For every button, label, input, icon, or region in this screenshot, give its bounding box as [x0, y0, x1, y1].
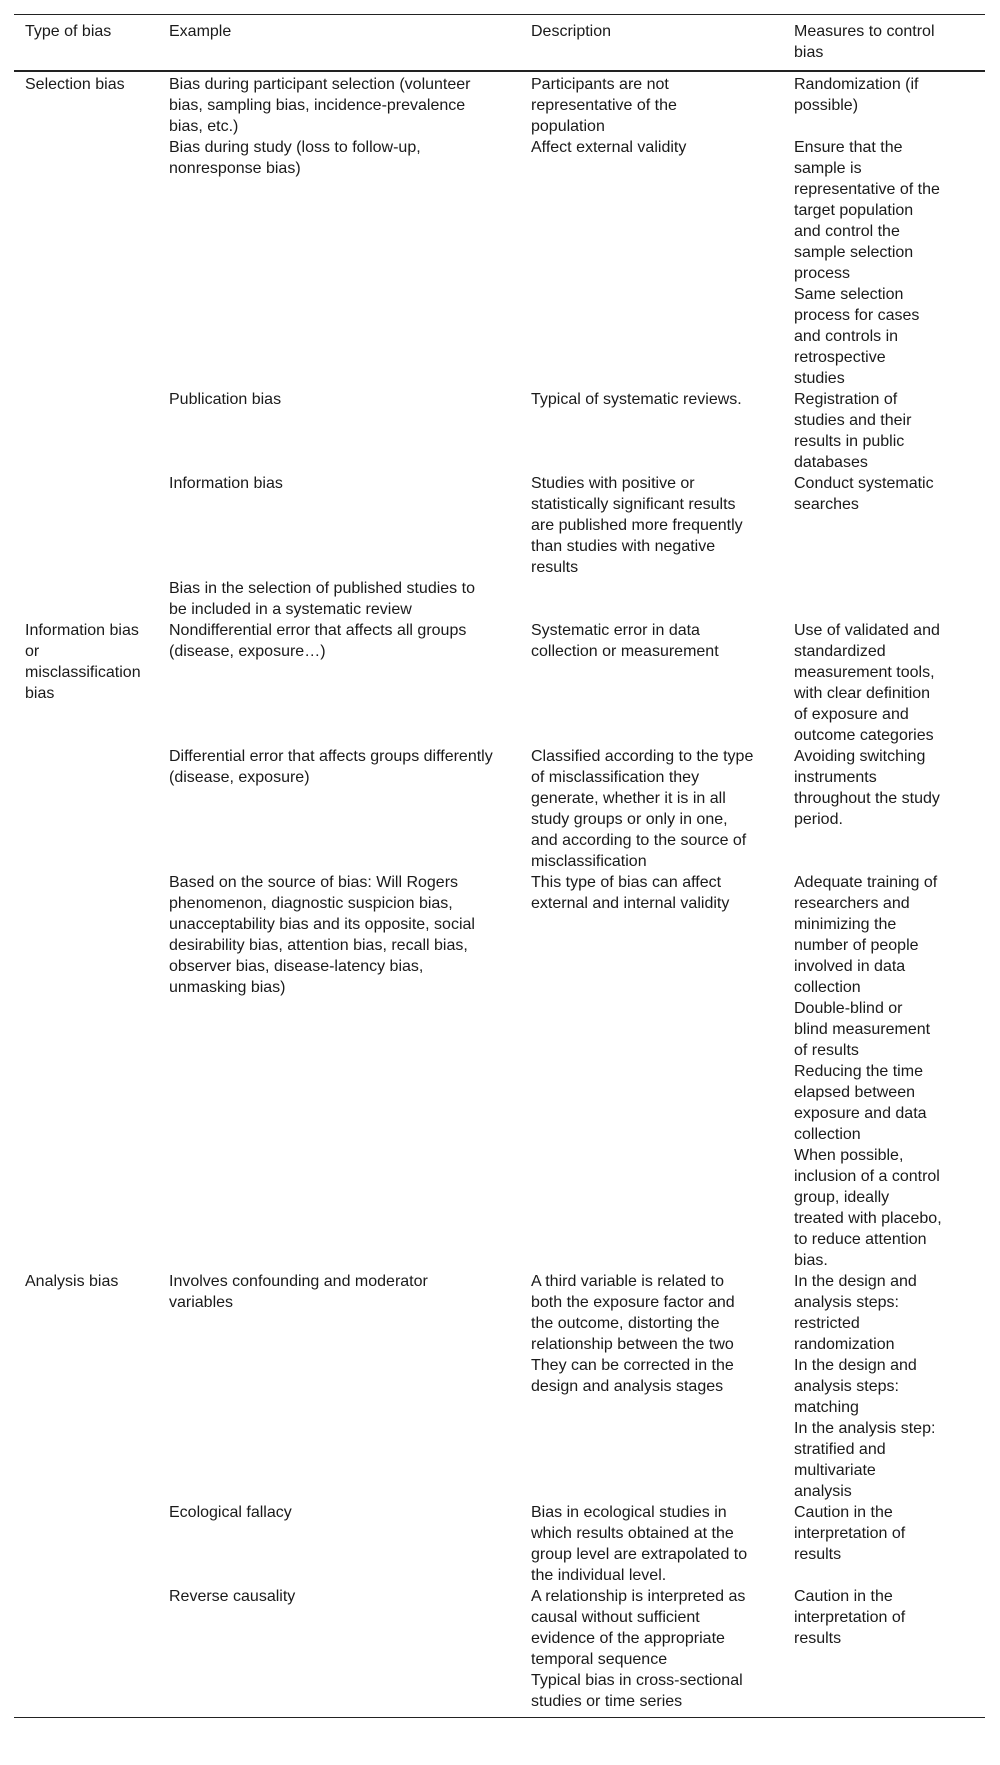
cell-measures — [794, 1061, 985, 1145]
cell-description — [531, 1586, 794, 1670]
table-row — [14, 1670, 985, 1712]
cell-description — [531, 1670, 794, 1712]
cell-measures-text: Double-blind or blind measurement of results — [794, 1000, 931, 1059]
cell-description-text: Affect external validity — [531, 139, 687, 156]
cell-measures-text: Avoiding switching instruments throughout the study period. — [794, 748, 940, 828]
header-measures: Measures to control bias — [794, 23, 935, 61]
cell-type-of-bias-text: Information bias or misclassification bias — [25, 622, 141, 702]
bias-table — [14, 14, 985, 1718]
cell-measures — [794, 746, 985, 830]
cell-description-text: Systematic error in data collection or measurement — [531, 622, 719, 660]
cell-example-text: Involves confounding and moderator variables — [169, 1273, 428, 1311]
cell-description — [531, 1271, 794, 1355]
cell-example-text: Information bias — [169, 475, 283, 492]
cell-description-text: A relationship is interpreted as causal without sufficient evidence of the appropriate temporal sequence — [531, 1588, 746, 1668]
table-row — [14, 284, 985, 389]
table-row — [14, 473, 985, 578]
cell-description — [531, 137, 794, 158]
table-bottom-rule — [14, 1717, 985, 1718]
table-row — [14, 1145, 985, 1271]
table-row — [14, 1586, 985, 1670]
cell-example — [169, 620, 531, 662]
cell-measures-text: Same selection process for cases and controls in retrospective studies — [794, 286, 920, 387]
cell-measures-text: Use of validated and standardized measurement tools, with clear definition of exposure and outcome categories — [794, 622, 940, 744]
cell-example-text: Bias in the selection of published studies to be included in a systematic review — [169, 580, 475, 618]
table-row — [14, 1061, 985, 1145]
cell-measures — [794, 620, 985, 746]
cell-example-text: Bias during study (loss to follow-up, nonresponse bias) — [169, 139, 421, 177]
cell-description-text: Bias in ecological studies in which results obtained at the group level are extrapolated to the individual level. — [531, 1504, 748, 1584]
cell-description-text: Typical of systematic reviews. — [531, 391, 742, 408]
cell-description — [531, 1355, 794, 1397]
table-row — [14, 389, 985, 473]
cell-type-of-bias — [14, 74, 169, 95]
cell-example — [169, 1271, 531, 1313]
cell-measures-text: Caution in the interpretation of results — [794, 1504, 906, 1563]
cell-measures — [794, 137, 985, 284]
cell-measures — [794, 473, 985, 515]
cell-description — [531, 473, 794, 578]
cell-example — [169, 578, 531, 620]
cell-type-of-bias-text: Selection bias — [25, 76, 125, 93]
cell-example-text: Reverse causality — [169, 1588, 296, 1605]
table-row — [14, 620, 985, 746]
table-body — [14, 72, 985, 1717]
table-row — [14, 1355, 985, 1418]
table-row — [14, 578, 985, 620]
table-row — [14, 137, 985, 284]
cell-example — [169, 746, 531, 788]
cell-description — [531, 872, 794, 914]
cell-measures-text: When possible, inclusion of a control group, ideally treated with placebo, to reduce attention bias. — [794, 1147, 942, 1269]
cell-description-text: Typical bias in cross-sectional studies or time series — [531, 1672, 743, 1710]
cell-measures-text: Reducing the time elapsed between exposure and data collection — [794, 1063, 927, 1143]
header-description: Description — [531, 23, 612, 40]
cell-measures-text: Caution in the interpretation of results — [794, 1588, 906, 1647]
cell-type-of-bias — [14, 620, 169, 704]
cell-example — [169, 1586, 531, 1607]
cell-measures-text: Ensure that the sample is representative of the target population and control the sample selection process — [794, 139, 940, 282]
header-type-of-bias: Type of bias — [25, 23, 112, 40]
cell-measures — [794, 1271, 985, 1355]
cell-type-of-bias-text: Analysis bias — [25, 1273, 119, 1290]
table-row — [14, 872, 985, 998]
cell-measures — [794, 389, 985, 473]
cell-type-of-bias — [14, 1271, 169, 1292]
cell-description-text: A third variable is related to both the exposure factor and the outcome, distorting the relationship between the two — [531, 1273, 735, 1353]
cell-description — [531, 1502, 794, 1586]
cell-description — [531, 746, 794, 872]
cell-example-text: Ecological fallacy — [169, 1504, 292, 1521]
table-row — [14, 74, 985, 137]
cell-description — [531, 389, 794, 410]
cell-example — [169, 1502, 531, 1523]
table-row — [14, 1418, 985, 1502]
cell-description-text: Studies with positive or statistically significant results are published more frequently than studies with negative results — [531, 475, 743, 576]
cell-measures — [794, 284, 985, 389]
cell-measures-text: Conduct systematic searches — [794, 475, 934, 513]
cell-measures — [794, 74, 985, 116]
header-example: Example — [169, 23, 232, 40]
cell-description — [531, 620, 794, 662]
cell-description-text: They can be corrected in the design and analysis stages — [531, 1357, 734, 1395]
cell-example-text: Publication bias — [169, 391, 282, 408]
table-row — [14, 1502, 985, 1586]
cell-description — [531, 74, 794, 137]
cell-example — [169, 74, 531, 137]
cell-example-text: Nondifferential error that affects all groups (disease, exposure…) — [169, 622, 467, 660]
cell-measures — [794, 1145, 985, 1271]
cell-measures-text: In the analysis step: stratified and multivariate analysis — [794, 1420, 936, 1500]
cell-measures — [794, 998, 985, 1061]
cell-measures — [794, 1418, 985, 1502]
cell-measures — [794, 1586, 985, 1649]
cell-measures — [794, 1502, 985, 1565]
cell-description-text: This type of bias can affect external and internal validity — [531, 874, 730, 912]
table-row — [14, 1271, 985, 1355]
cell-measures-text: In the design and analysis steps: matching — [794, 1357, 917, 1416]
table-row — [14, 998, 985, 1061]
cell-measures — [794, 872, 985, 998]
cell-measures-text: In the design and analysis steps: restricted randomization — [794, 1273, 917, 1353]
cell-measures-text: Randomization (if possible) — [794, 76, 919, 114]
cell-measures-text: Registration of studies and their results in public databases — [794, 391, 912, 471]
cell-description-text: Participants are not representative of the population — [531, 76, 677, 135]
cell-measures — [794, 1355, 985, 1418]
cell-example-text: Bias during participant selection (volunteer bias, sampling bias, incidence-prevalence bias, etc.) — [169, 76, 471, 135]
cell-example — [169, 137, 531, 179]
cell-example — [169, 473, 531, 494]
table-row — [14, 746, 985, 872]
cell-example — [169, 389, 531, 410]
cell-example-text: Differential error that affects groups differently (disease, exposure) — [169, 748, 493, 786]
cell-measures-text: Adequate training of researchers and minimizing the number of people involved in data collection — [794, 874, 938, 996]
table-header-row — [14, 15, 985, 70]
cell-example-text: Based on the source of bias: Will Rogers phenomenon, diagnostic suspicion bias, unacceptability bias and its opposite, social desirability bias, attention bias, recall bias, observer bias, disease-latency bias, unmasking bias) — [169, 874, 475, 996]
cell-description-text: Classified according to the type of misclassification they generate, whether it is in all study groups or only in one, and according to the source of misclassification — [531, 748, 754, 870]
cell-example — [169, 872, 531, 998]
